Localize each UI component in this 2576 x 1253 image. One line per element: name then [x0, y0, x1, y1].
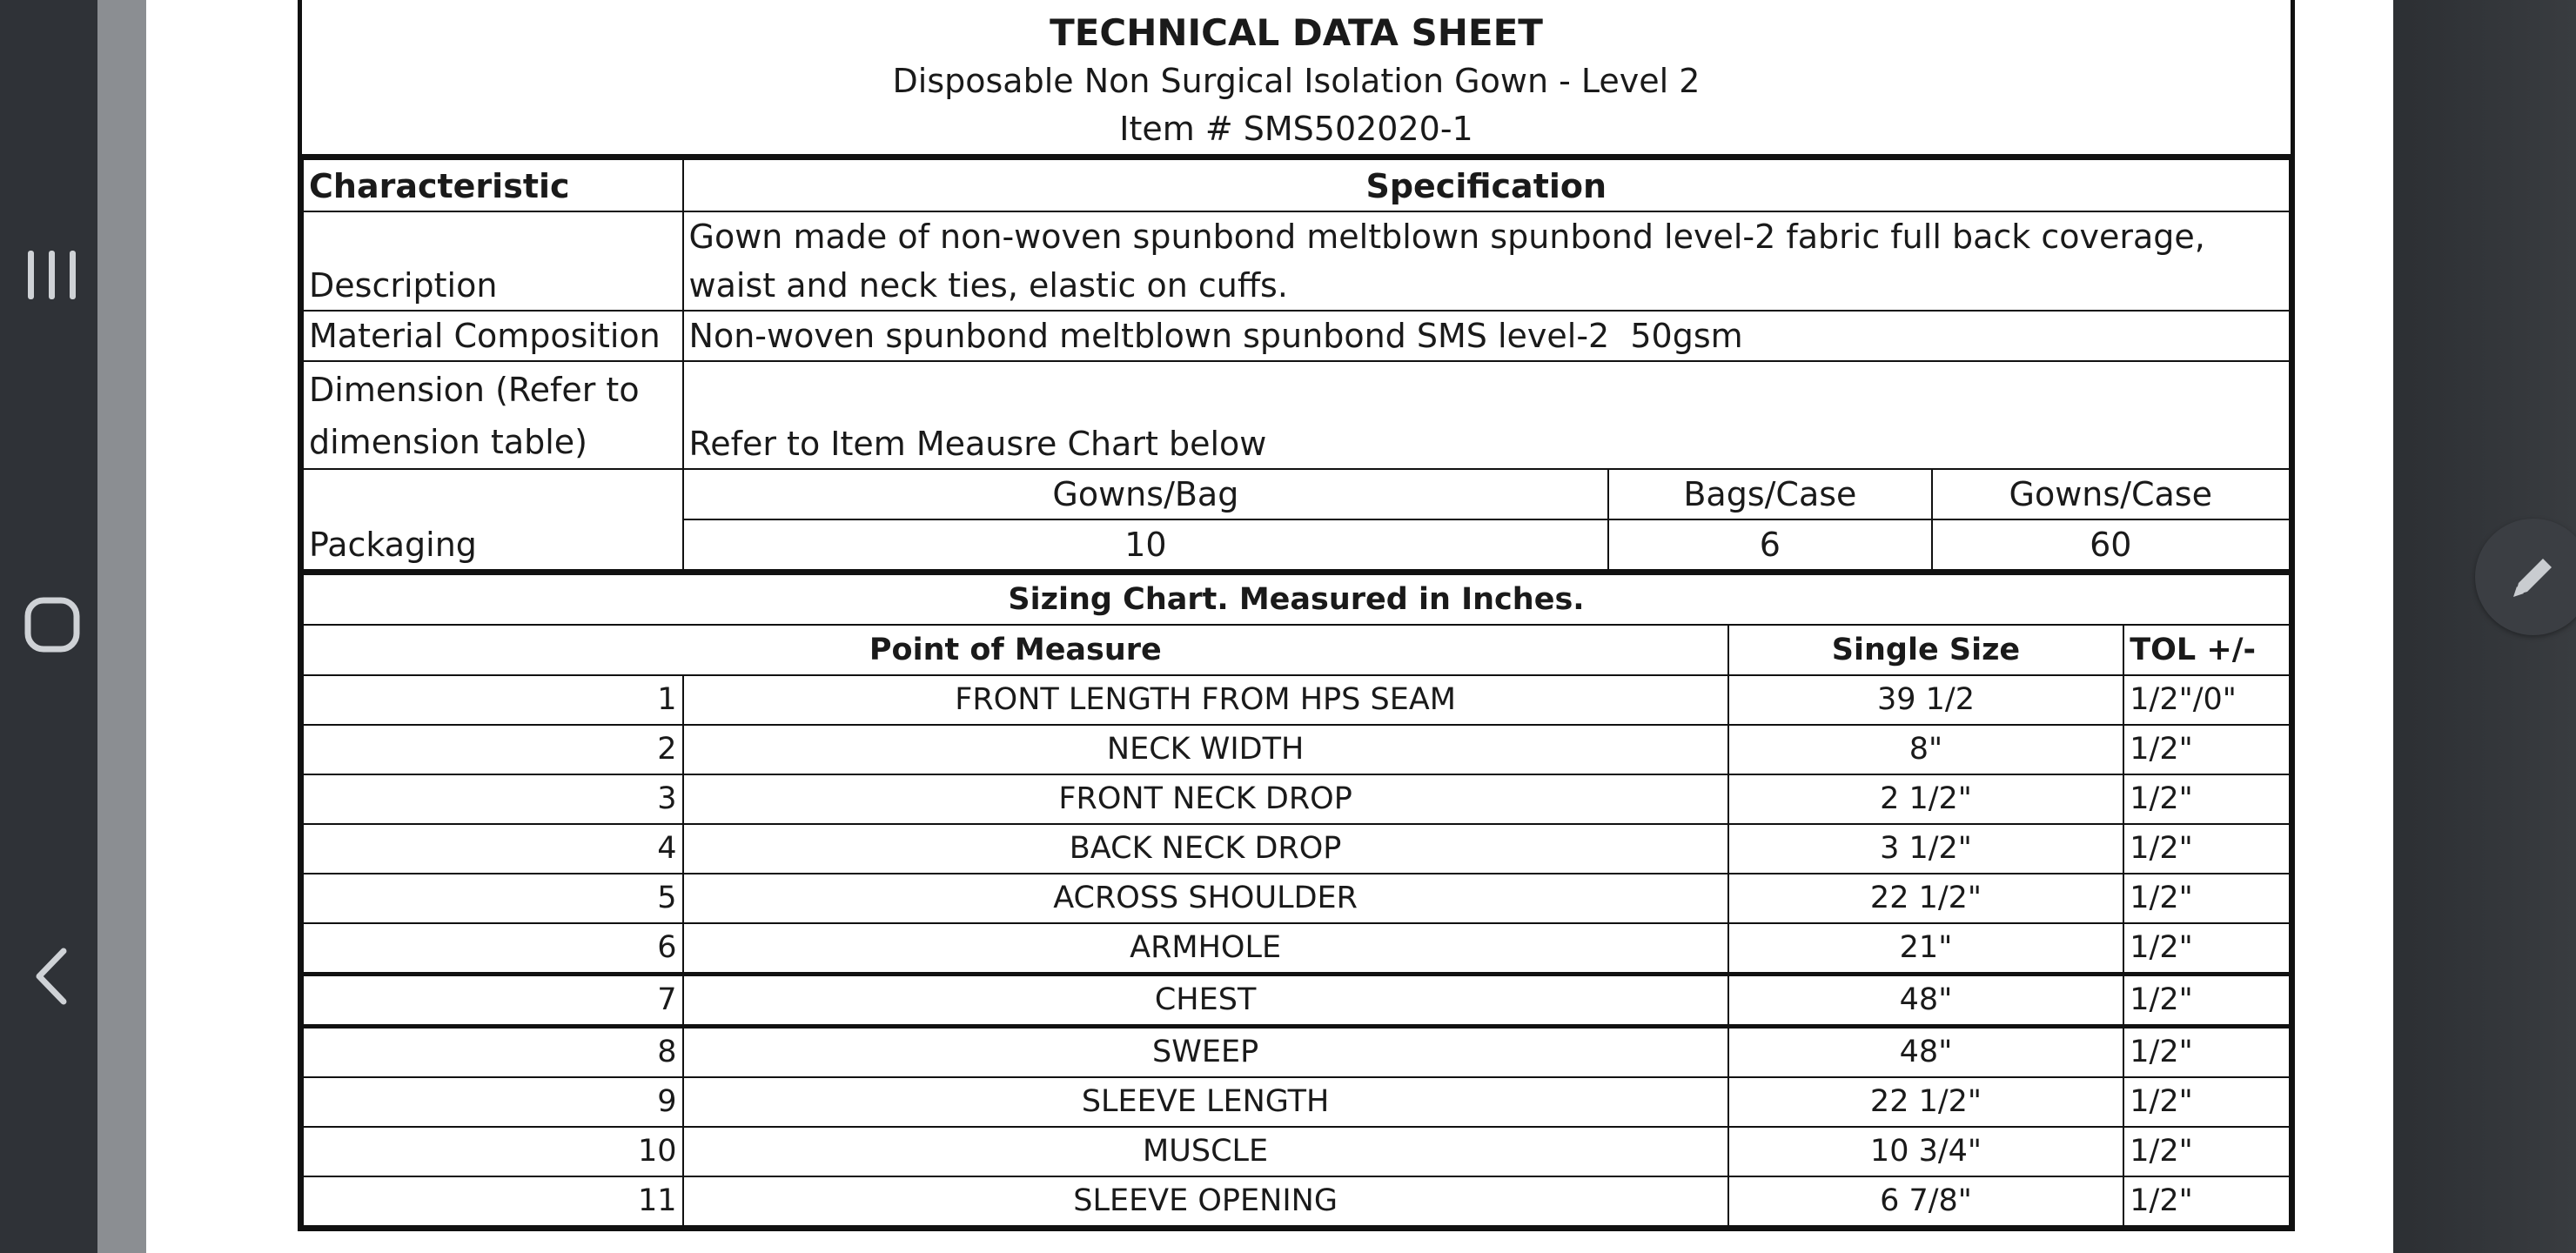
point-of-measure: BACK NECK DROP — [683, 824, 1728, 874]
home-icon — [23, 596, 81, 653]
single-size-value: 48" — [1728, 1027, 2124, 1078]
row-number: 4 — [303, 824, 683, 874]
single-size-value: 22 1/2" — [1728, 1077, 2124, 1127]
packaging-value-bags-case: 6 — [1608, 519, 1931, 570]
document-viewer[interactable] — [97, 0, 2576, 1253]
row-number: 7 — [303, 975, 683, 1027]
point-of-measure: SLEEVE OPENING — [683, 1176, 1728, 1226]
packaging-value-gowns-case: 60 — [1932, 519, 2290, 570]
sheet-subtitle: Disposable Non Surgical Isolation Gown - Level 2 — [892, 62, 1701, 100]
point-of-measure: FRONT LENGTH FROM HPS SEAM — [683, 675, 1728, 725]
tolerance-value: 1/2" — [2123, 774, 2290, 824]
table-row — [303, 675, 2290, 725]
tolerance-header: TOL +/- — [2123, 625, 2290, 675]
packaging-header-gowns-bag: Gowns/Bag — [683, 469, 1609, 519]
tolerance-value: 1/2" — [2123, 923, 2290, 975]
technical-data-sheet — [298, 0, 2295, 1231]
tolerance-value: 1/2"/0" — [2123, 675, 2290, 725]
table-row — [303, 1027, 2290, 1078]
sizing-chart-title: Sizing Chart. Measured in Inches. — [303, 573, 2290, 626]
point-of-measure: NECK WIDTH — [683, 725, 1728, 774]
row-number: 9 — [303, 1077, 683, 1127]
table-row — [303, 975, 2290, 1027]
single-size-value: 22 1/2" — [1728, 874, 2124, 923]
point-of-measure: MUSCLE — [683, 1127, 1728, 1176]
single-size-value: 39 1/2 — [1728, 675, 2124, 725]
table-row — [303, 1077, 2290, 1127]
row-number: 2 — [303, 725, 683, 774]
row-number: 10 — [303, 1127, 683, 1176]
tolerance-value: 1/2" — [2123, 1027, 2290, 1078]
single-size-value: 2 1/2" — [1728, 774, 2124, 824]
table-row — [303, 874, 2290, 923]
table-row — [303, 774, 2290, 824]
recents-button[interactable] — [21, 235, 84, 315]
pencil-icon — [2506, 550, 2560, 604]
material-label: Material Composition — [303, 311, 683, 361]
packaging-header-gowns-case: Gowns/Case — [1932, 469, 2290, 519]
tolerance-value: 1/2" — [2123, 824, 2290, 874]
dimension-label: Dimension (Refer to dimension table) — [303, 361, 683, 469]
tolerance-value: 1/2" — [2123, 1127, 2290, 1176]
characteristic-header: Characteristic — [303, 159, 683, 211]
table-row — [303, 725, 2290, 774]
table-row — [303, 824, 2290, 874]
single-size-header: Single Size — [1728, 625, 2124, 675]
item-number: Item # SMS502020-1 — [1119, 110, 1473, 148]
packaging-label: Packaging — [303, 469, 683, 570]
tolerance-value: 1/2" — [2123, 874, 2290, 923]
tolerance-value: 1/2" — [2123, 975, 2290, 1027]
point-of-measure: ACROSS SHOULDER — [683, 874, 1728, 923]
description-value: Gown made of non-woven spunbond meltblown spunbond level-2 fabric full back coverage, waist and neck ties, elastic on cuffs. — [683, 211, 2290, 311]
point-of-measure: ARMHOLE — [683, 923, 1728, 975]
row-number: 3 — [303, 774, 683, 824]
single-size-value: 3 1/2" — [1728, 824, 2124, 874]
table-row — [303, 1176, 2290, 1226]
single-size-value: 6 7/8" — [1728, 1176, 2124, 1226]
point-of-measure: CHEST — [683, 975, 1728, 1027]
table-row — [303, 1127, 2290, 1176]
single-size-value: 48" — [1728, 975, 2124, 1027]
table-row — [303, 923, 2290, 975]
single-size-value: 21" — [1728, 923, 2124, 975]
specification-header: Specification — [683, 159, 2290, 211]
spec-table — [302, 158, 2291, 571]
point-of-measure-header: Point of Measure — [303, 625, 1728, 675]
point-of-measure: SLEEVE LENGTH — [683, 1077, 1728, 1127]
tolerance-value: 1/2" — [2123, 1176, 2290, 1226]
back-button[interactable] — [21, 936, 84, 1016]
row-number: 5 — [303, 874, 683, 923]
single-size-value: 10 3/4" — [1728, 1127, 2124, 1176]
home-button[interactable] — [21, 585, 84, 665]
system-navigation-bar — [0, 0, 97, 1253]
row-number: 6 — [303, 923, 683, 975]
packaging-value-gowns-bag: 10 — [683, 519, 1609, 570]
description-label: Description — [303, 211, 683, 311]
page-edge — [97, 0, 146, 1253]
sheet-title: TECHNICAL DATA SHEET — [1050, 11, 1543, 54]
sizing-rows — [303, 675, 2290, 1226]
packaging-header-bags-case: Bags/Case — [1608, 469, 1931, 519]
row-number: 1 — [303, 675, 683, 725]
sheet-header — [302, 0, 2291, 158]
dimension-value: Refer to Item Meausre Chart below — [683, 361, 2290, 469]
back-icon — [30, 946, 74, 1007]
recents-icon — [26, 247, 78, 303]
tolerance-value: 1/2" — [2123, 1077, 2290, 1127]
point-of-measure: SWEEP — [683, 1027, 1728, 1078]
row-number: 8 — [303, 1027, 683, 1078]
material-value: Non-woven spunbond meltblown spunbond SMS level-2 50gsm — [683, 311, 2290, 361]
point-of-measure: FRONT NECK DROP — [683, 774, 1728, 824]
sizing-chart-table — [302, 571, 2291, 1227]
single-size-value: 8" — [1728, 725, 2124, 774]
tolerance-value: 1/2" — [2123, 725, 2290, 774]
pdf-page — [146, 0, 2393, 1253]
row-number: 11 — [303, 1176, 683, 1226]
